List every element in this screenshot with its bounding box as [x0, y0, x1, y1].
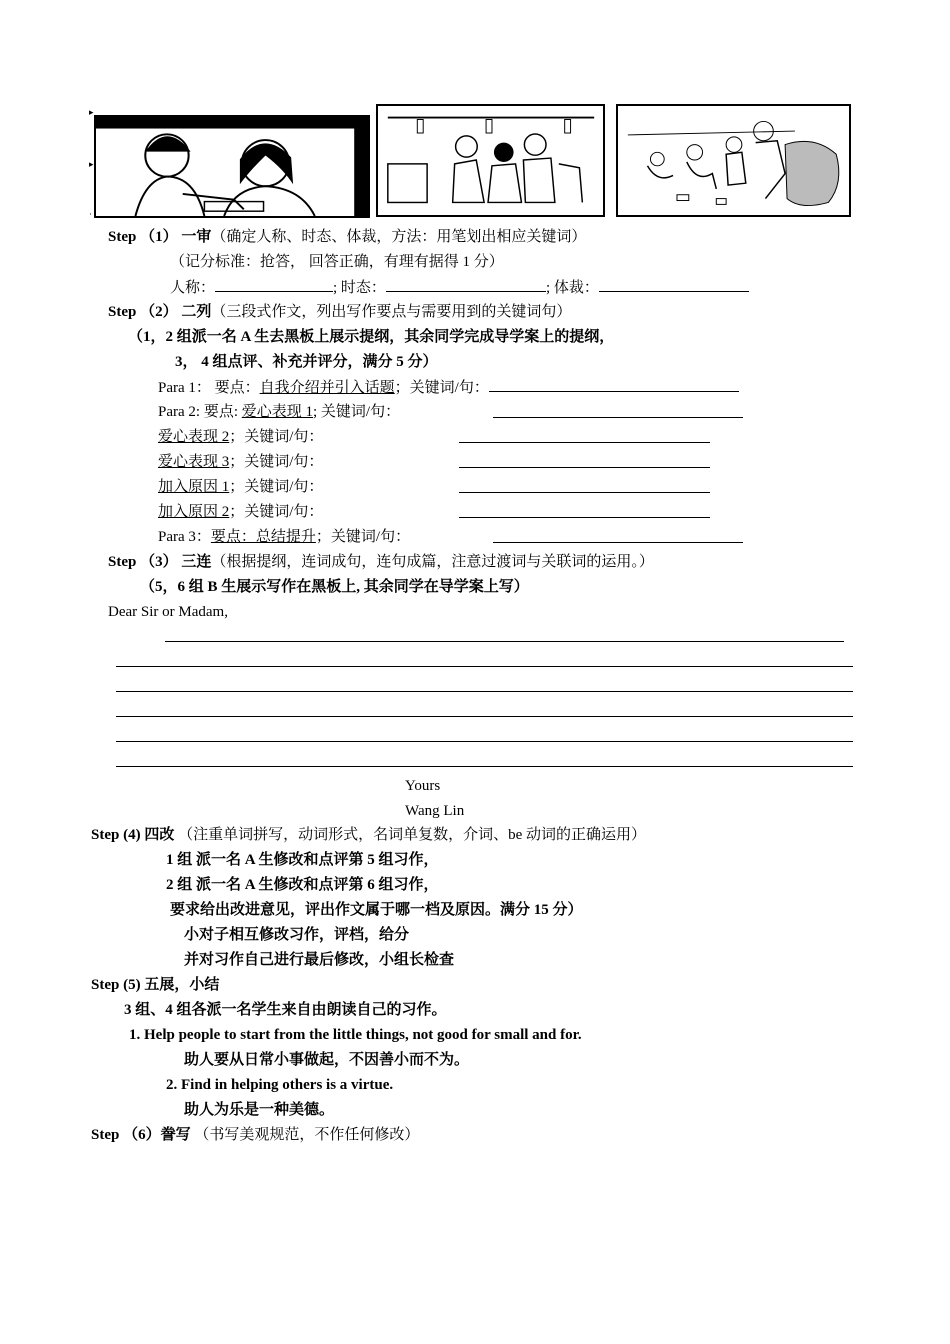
- student-helping-classmate-illustration: [94, 115, 370, 218]
- row-point: 加入原因 2: [158, 504, 230, 520]
- anchor-mark: ▸: [89, 107, 94, 117]
- writing-line[interactable]: [116, 741, 853, 742]
- step4-label: Step (4) 四改: [91, 827, 175, 843]
- step3-instr: （5，6 组 B 生展示写作在黑板上, 其余同学在导学案上写）: [140, 579, 529, 595]
- row-suffix: ；关键词/句：: [229, 504, 324, 520]
- step1-fields: [170, 277, 749, 298]
- step4-item: 2 组 派一名 A 生修改和点评第 6 组习作，: [166, 877, 439, 893]
- step1-line: [108, 227, 586, 247]
- person-blank[interactable]: [215, 277, 333, 292]
- step3-line: [108, 552, 654, 572]
- row-blank[interactable]: [459, 492, 710, 493]
- step5-item1: 1. Help people to start from the little things, not good for small and for.: [129, 1027, 582, 1043]
- step5-instr: 3 组、4 组各派一名学生来自由朗读自己的习作。: [124, 1002, 447, 1018]
- row-point: 加入原因 1: [158, 479, 230, 495]
- step4-item: 并对习作自己进行最后修改，小组长检查: [184, 952, 455, 968]
- para3-blank[interactable]: [493, 542, 743, 543]
- letter-signature: Wang Lin: [405, 803, 465, 819]
- writing-line[interactable]: [116, 666, 853, 667]
- para1-prefix: Para 1： 要点：: [158, 380, 260, 396]
- genre-blank[interactable]: [599, 277, 749, 292]
- tense-label: ; 时态：: [333, 280, 386, 296]
- para2-line: [158, 402, 400, 422]
- para2-row: [158, 452, 323, 472]
- anchor-mark: ·: [89, 209, 92, 219]
- para2-point: 爱心表现 1: [241, 404, 314, 420]
- step6-label: Step （6）誊写: [91, 1127, 191, 1143]
- step5-item2: 2. Find in helping others is a virtue.: [166, 1077, 394, 1093]
- para2-row: [158, 502, 323, 522]
- row-blank[interactable]: [459, 467, 710, 468]
- step3-label: Step （3） 三连: [108, 554, 212, 570]
- step1-label: Step （1） 一审: [108, 229, 212, 245]
- para3-prefix: Para 3：: [158, 529, 211, 545]
- letter-closing: Yours: [405, 778, 441, 794]
- children-cleaning-litter-illustration: [616, 104, 851, 217]
- para3-suffix: ；关键词/句：: [315, 529, 411, 545]
- step2-line: [108, 302, 571, 322]
- row-suffix: ；关键词/句：: [229, 454, 324, 470]
- step4-item: 1 组 派一名 A 生修改和点评第 5 组习作，: [166, 852, 439, 868]
- step4-item: 要求给出改进意见，评出作文属于哪一档及原因。满分 15 分）: [170, 902, 583, 918]
- genre-label: ; 体裁：: [545, 280, 599, 296]
- step2-label: Step （2） 二列: [108, 304, 212, 320]
- para1-suffix: ；关键词/句：: [394, 380, 489, 396]
- para2-row: [158, 427, 323, 447]
- tense-blank[interactable]: [386, 277, 546, 292]
- para2-prefix: Para 2: 要点:: [158, 404, 242, 420]
- row-point: 爱心表现 3: [158, 454, 230, 470]
- step4-item: 小对子相互修改习作，评档，给分: [184, 927, 410, 943]
- writing-line[interactable]: [165, 641, 844, 642]
- para1-blank[interactable]: [489, 377, 739, 392]
- step3-desc: （根据提纲，连词成句，连句成篇，注意过渡词与关联词的运用。）: [211, 554, 654, 570]
- para2-suffix: ; 关键词/句：: [313, 404, 401, 420]
- para1-point: 自我介绍并引入话题: [259, 380, 395, 396]
- step2-desc: （三段式作文，列出写作要点与需要用到的关键词句）: [211, 304, 572, 320]
- row-suffix: ；关键词/句：: [229, 479, 324, 495]
- step4-desc: （注重单词拼写，动词形式，名词单复数，介词、be 动词的正确运用）: [178, 827, 646, 843]
- row-point: 爱心表现 2: [158, 429, 230, 445]
- step5-item2-cn: 助人为乐是一种美德。: [184, 1102, 335, 1118]
- step5-label: Step (5) 五展，小结: [91, 977, 220, 993]
- letter-greeting: Dear Sir or Madam,: [108, 604, 228, 620]
- step5-item1-cn: 助人要从日常小事做起，不因善小而不为。: [184, 1052, 470, 1068]
- step6-line: [91, 1125, 419, 1145]
- row-suffix: ；关键词/句：: [229, 429, 324, 445]
- step1-desc: （确定人称、时态、体裁，方法：用笔划出相应关键词）: [211, 229, 587, 245]
- step4-line: [91, 825, 646, 845]
- writing-line[interactable]: [116, 766, 853, 767]
- para3-line: [158, 527, 410, 547]
- step2-instr2: 3， 4 组点评、补充并评分，满分 5 分）: [175, 354, 438, 370]
- para2-row: [158, 477, 323, 497]
- writing-line[interactable]: [116, 691, 853, 692]
- para1-line: [158, 377, 739, 398]
- row-blank[interactable]: [459, 442, 710, 443]
- step6-desc: （书写美观规范，不作任何修改）: [194, 1127, 420, 1143]
- step2-instr1: （1，2 组派一名 A 生去黑板上展示提纲，其余同学完成导学案上的提纲，: [128, 329, 615, 345]
- anchor-mark: ▸: [89, 159, 94, 169]
- bus-giving-seat-illustration: [376, 104, 605, 217]
- row-blank[interactable]: [459, 517, 710, 518]
- para3-point: 要点：总结提升: [210, 529, 316, 545]
- para2-blank[interactable]: [493, 417, 743, 418]
- step1-scoring: （记分标准：抢答， 回答正确，有理有据得 1 分）: [170, 254, 504, 270]
- writing-line[interactable]: [116, 716, 853, 717]
- person-label: 人称：: [170, 280, 216, 296]
